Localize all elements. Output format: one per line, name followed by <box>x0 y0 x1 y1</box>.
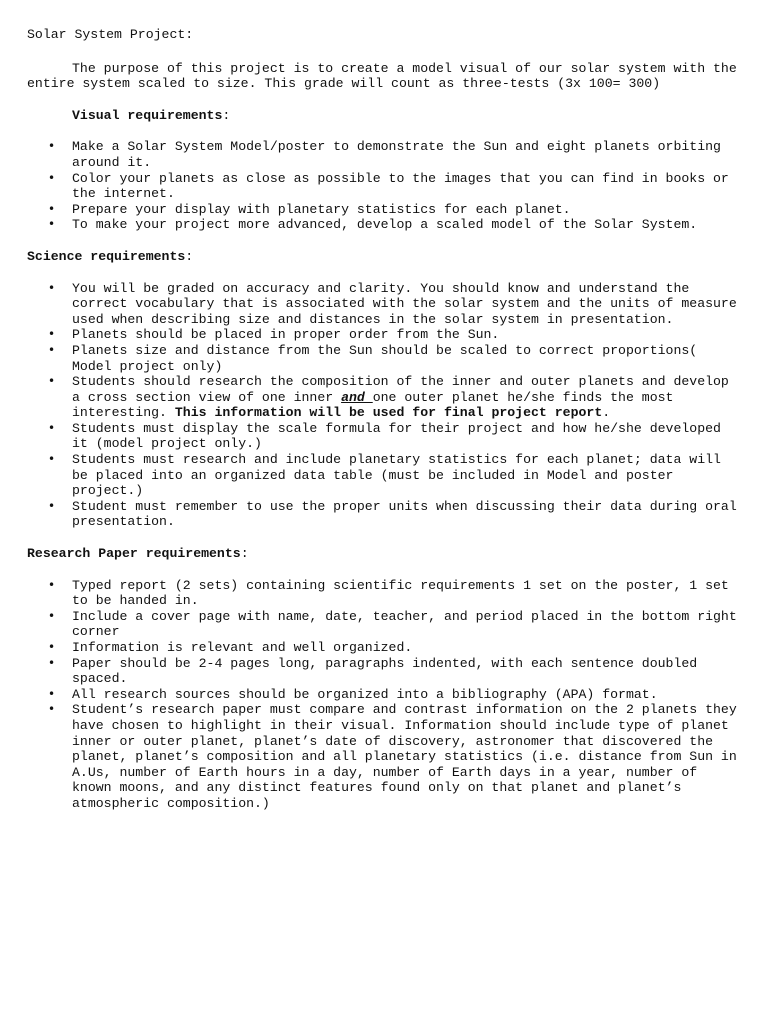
list-item-text: Typed report (2 sets) containing scientific requirements 1 set on the poster, 1 set to be handed in. <box>72 577 729 609</box>
bullet-icon: • <box>48 655 56 670</box>
emphasis-and: and <box>341 389 373 405</box>
list-item <box>27 343 743 374</box>
list-item-text: Paper should be 2-4 pages long, paragraphs indented, with each sentence doubled spaced. <box>72 655 698 687</box>
list-item-text: Make a Solar System Model/poster to demonstrate the Sun and eight planets orbiting around it. <box>72 139 721 170</box>
bullet-icon: • <box>48 686 56 701</box>
list-item-text: Students must display the scale formula for their project and how he/she developed it (model project only.) <box>72 420 721 452</box>
list-item-text: Students should research the composition of the inner and outer planets and develop a cross section view of one inner <box>72 374 729 405</box>
bullet-icon: • <box>48 280 56 295</box>
intro-paragraph: The purpose of this project is to create a model visual of our solar system with the entire system scaled to size. This grade will count as three-tests (3x 100= 300) <box>27 60 737 92</box>
list-item <box>27 421 743 452</box>
list-item <box>27 202 743 218</box>
bullet-icon: • <box>48 608 56 623</box>
bullet-icon: • <box>48 139 56 154</box>
science-requirements-heading-colon: : <box>185 248 194 264</box>
research-paper-requirements-heading <box>27 546 743 562</box>
list-item-text: Planets size and distance from the Sun should be scaled to correct proportions( Model project only) <box>72 342 698 374</box>
list-item-text: Prepare your display with planetary statistics for each planet. <box>72 201 571 217</box>
list-item <box>27 640 743 656</box>
visual-requirements-heading-colon: : <box>222 107 231 123</box>
bullet-icon: • <box>48 702 56 717</box>
bullet-icon: • <box>48 327 56 342</box>
visual-requirements-list <box>27 139 743 233</box>
bullet-icon: • <box>48 201 56 216</box>
list-item-text: . <box>602 405 611 421</box>
list-item <box>27 452 743 499</box>
list-item-text: Color your planets as close as possible to the images that you can find in books or the internet. <box>72 170 729 202</box>
list-item-text: Information is relevant and well organized. <box>72 640 413 655</box>
science-requirements-list <box>27 281 743 531</box>
list-item-text: All research sources should be organized into a bibliography (APA) format. <box>72 686 658 702</box>
visual-requirements-heading <box>27 108 743 124</box>
research-paper-requirements-list <box>27 578 743 812</box>
list-item <box>27 327 743 343</box>
bullet-icon: • <box>48 342 56 357</box>
list-item-text: To make your project more advanced, develop a scaled model of the Solar System. <box>72 217 698 233</box>
list-item <box>27 281 743 328</box>
list-item <box>27 374 743 421</box>
list-item <box>27 499 743 530</box>
list-item <box>27 609 743 640</box>
final-report-note: This information will be used for final project report <box>174 405 603 421</box>
list-item-text: Student must remember to use the proper units when discussing their data during oral presentation. <box>72 498 737 530</box>
list-item-text: Planets should be placed in proper order from the Sun. <box>72 327 500 343</box>
document-title: Solar System Project: <box>27 27 194 42</box>
research-paper-requirements-heading-text: Research Paper requirements <box>27 546 241 562</box>
list-item <box>27 578 743 609</box>
list-item <box>27 702 743 811</box>
research-paper-requirements-heading-colon: : <box>240 546 249 562</box>
bullet-icon: • <box>48 640 56 654</box>
visual-requirements-heading-text: Visual requirements <box>72 107 223 123</box>
bullet-icon: • <box>48 498 56 513</box>
bullet-icon: • <box>48 452 56 467</box>
list-item <box>27 687 743 703</box>
list-item-text: Include a cover page with name, date, teacher, and period placed in the bottom right corner <box>72 608 737 640</box>
document-page <box>27 27 743 828</box>
list-item <box>27 656 743 687</box>
bullet-icon: • <box>48 170 56 185</box>
science-requirements-heading <box>27 249 743 265</box>
bullet-icon: • <box>48 577 56 592</box>
bullet-icon: • <box>48 420 56 435</box>
bullet-icon: • <box>48 217 56 232</box>
list-item <box>27 217 743 233</box>
list-item <box>27 171 743 202</box>
list-item-text: Students must research and include planetary statistics for each planet; data will be placed into an organized data table (must be included in Model and poster project.) <box>72 452 721 499</box>
bullet-icon: • <box>48 374 56 389</box>
list-item-text: Student’s research paper must compare and contrast information on the 2 planets they have chosen to highlight in their visual. Information should include type of planet inner or outer planet, planet’s date of discovery, astronomer that discovered the planet, planet’s composition and all planetary statistics (i.e. distance from Sun in A.Us, number of Earth hours in a day, number of Earth days in a year, number of known moons, and any distinct features found only on that planet and planet’s atmospheric composition.) <box>72 702 737 811</box>
list-item-text: You will be graded on accuracy and clarity. You should know and understand the correct vocabulary that is associated with the solar system and the units of measure used when describing size and distances in the solar system in presentation. <box>72 280 737 327</box>
list-item-text: one outer planet he/she finds the most interesting. <box>72 389 674 421</box>
science-requirements-heading-text: Science requirements <box>27 248 186 264</box>
list-item <box>27 139 743 170</box>
